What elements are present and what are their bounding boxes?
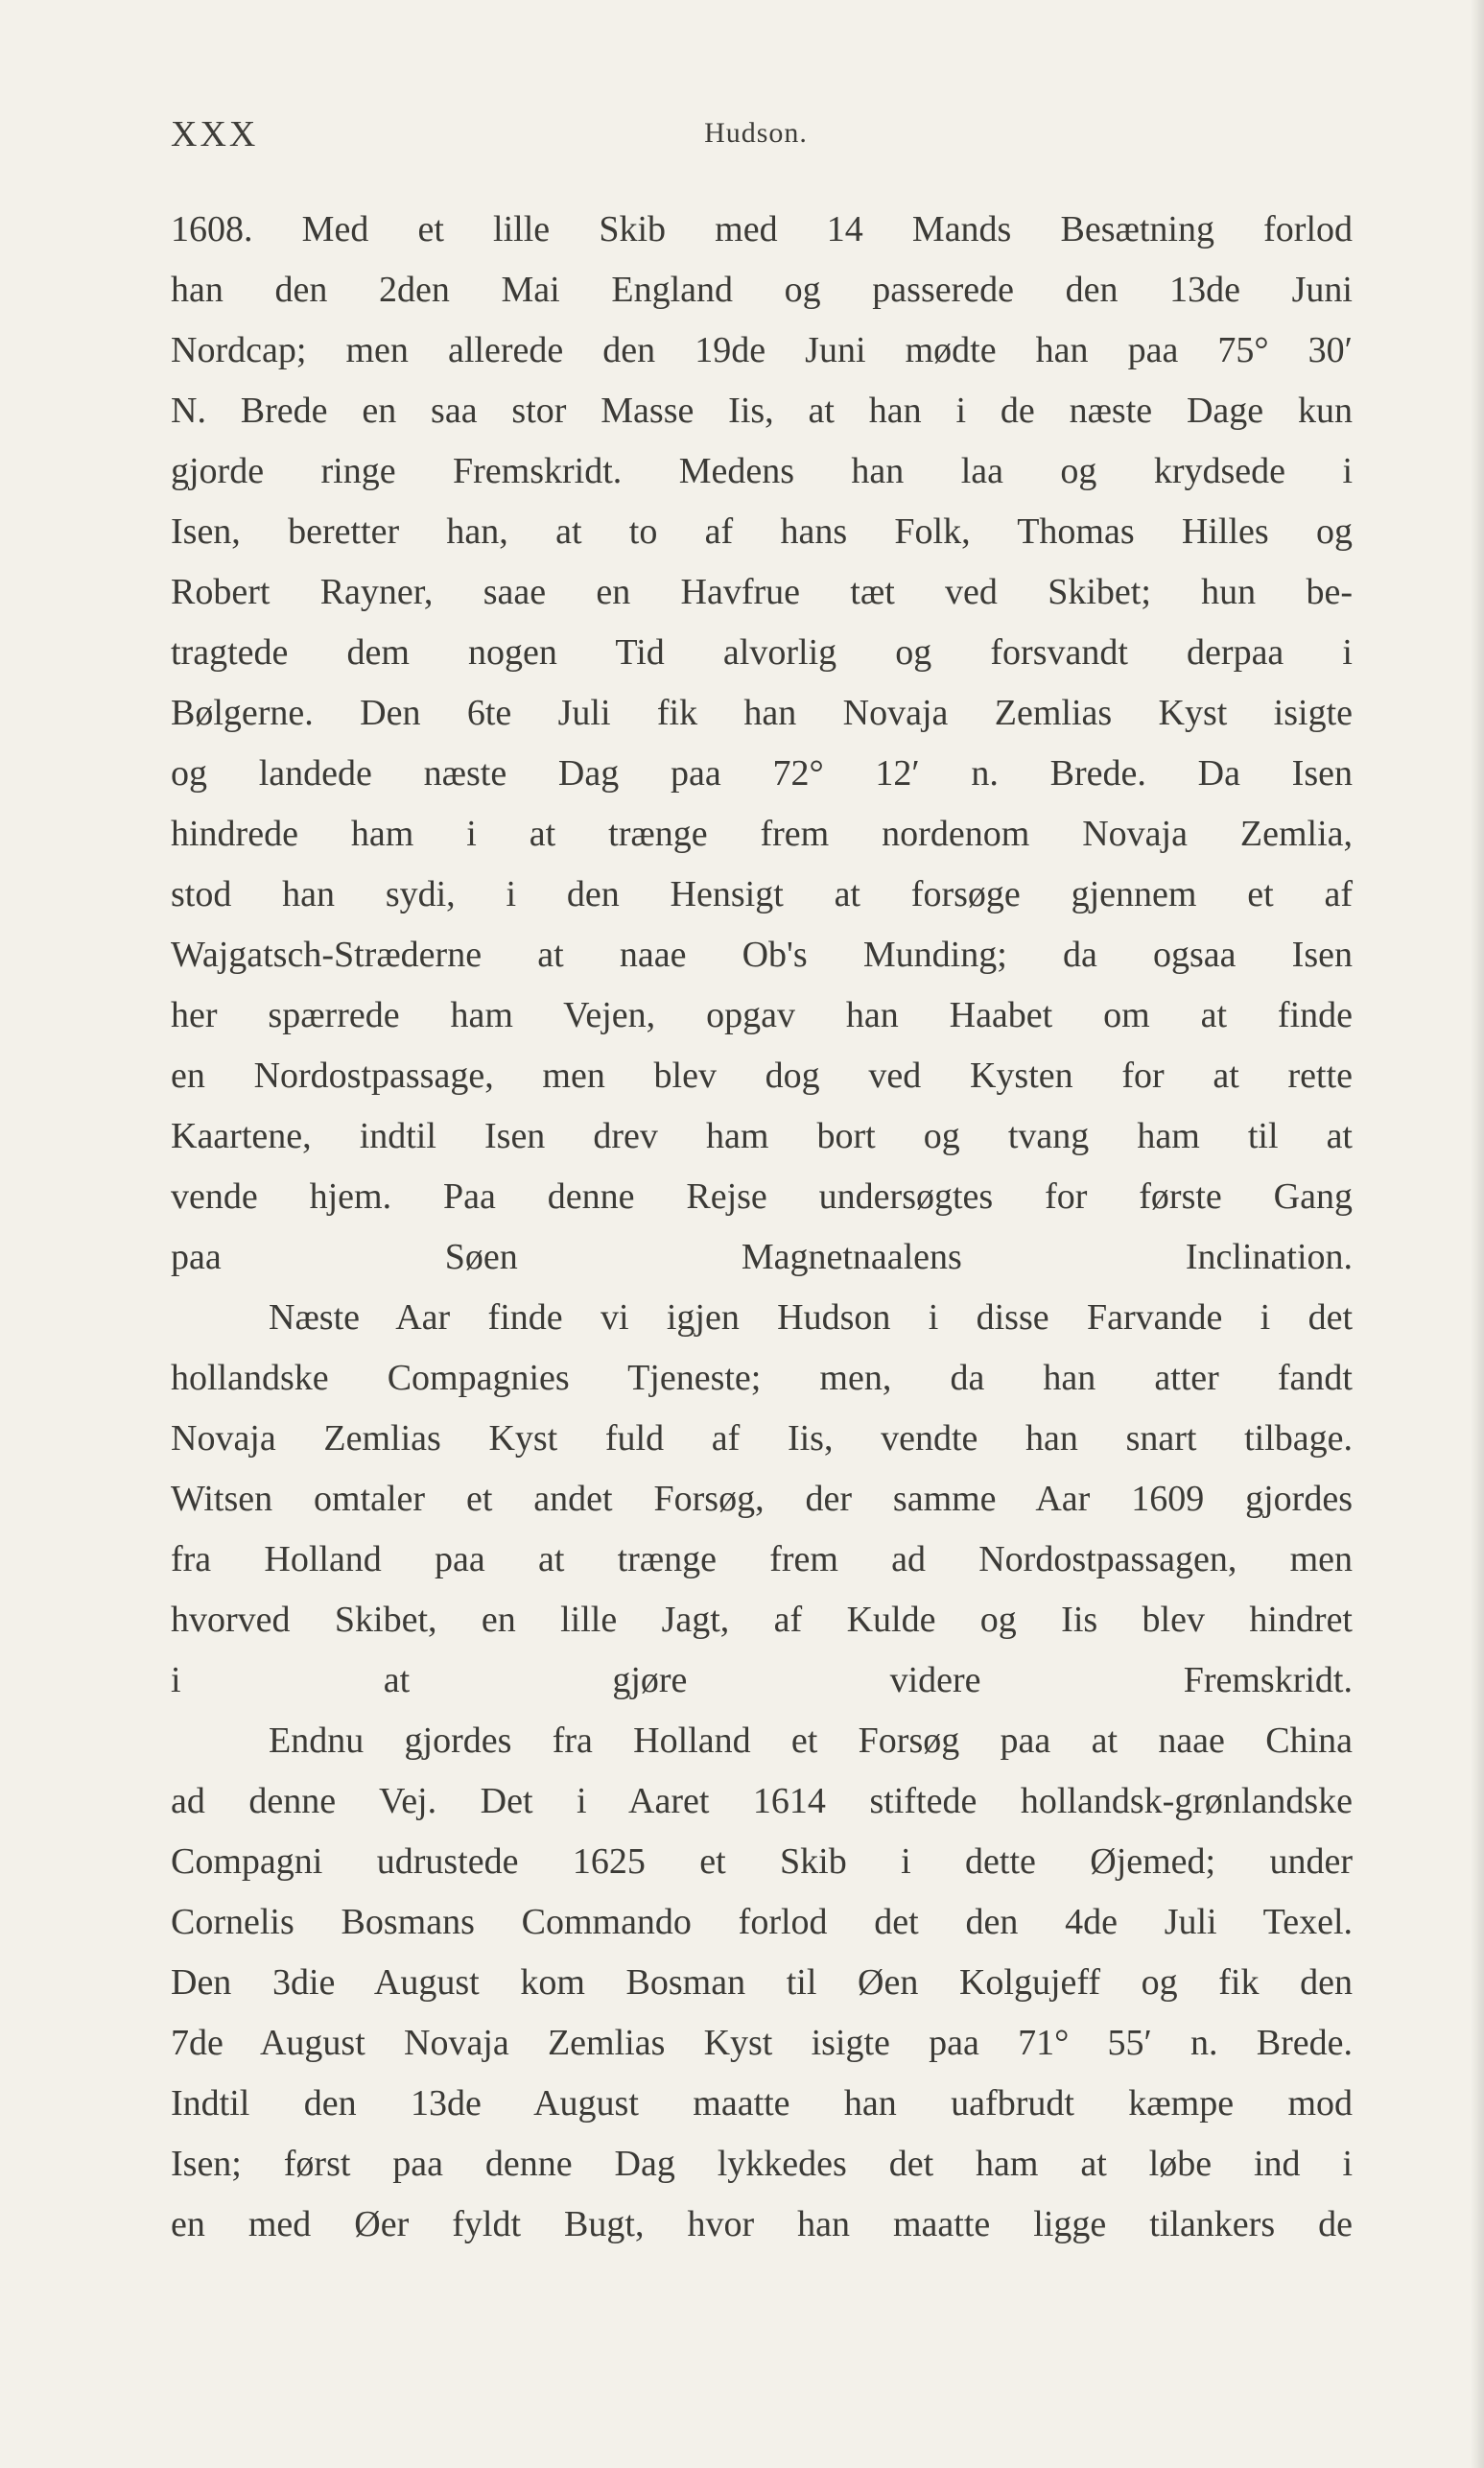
- body-text: [171, 200, 1353, 2255]
- text-line: paa Søen Magnetnaalens Inclination.: [171, 1237, 1353, 1277]
- text-line: gjorde ringe Fremskridt. Medens han laa og krydsede i: [171, 451, 1353, 491]
- text-line: Kaartene, indtil Isen drev ham bort og tvang ham til at: [171, 1116, 1353, 1156]
- text-line: en Nordostpassage, men blev dog ved Kysten for at rette: [171, 1056, 1353, 1096]
- page-edge-shadow: [1471, 0, 1484, 2468]
- paragraph-1: [171, 200, 1353, 1288]
- text-line: en med Øer fyldt Bugt, hvor han maatte ligge tilankers de: [171, 2204, 1353, 2244]
- text-line: Robert Rayner, saae en Havfrue tæt ved Skibet; hun be-: [171, 572, 1353, 612]
- text-line: han den 2den Mai England og passerede den 13de Juni: [171, 270, 1353, 310]
- running-head: Hudson.: [704, 117, 808, 149]
- text-line: hindrede ham i at trænge frem nordenom Novaja Zemlia,: [171, 814, 1353, 854]
- text-line: N. Brede en saa stor Masse Iis, at han i de næste Dage kun: [171, 391, 1353, 431]
- text-line: hvorved Skibet, en lille Jagt, af Kulde og Iis blev hindret: [171, 1600, 1353, 1640]
- text-line: her spærrede ham Vejen, opgav han Haabet om at finde: [171, 995, 1353, 1035]
- text-line: Bølgerne. Den 6te Juli fik han Novaja Zemlias Kyst isigte: [171, 693, 1353, 733]
- text-line: 7de August Novaja Zemlias Kyst isigte paa 71° 55′ n. Brede.: [171, 2023, 1353, 2063]
- text-line: Næste Aar finde vi igjen Hudson i disse Farvande i det: [269, 1297, 1353, 1338]
- text-line: stod han sydi, i den Hensigt at forsøge gjennem et af: [171, 874, 1353, 914]
- text-line: Den 3die August kom Bosman til Øen Kolgujeff og fik den: [171, 1962, 1353, 2003]
- paragraph-2: [171, 1288, 1353, 1711]
- text-line: ad denne Vej. Det i Aaret 1614 stiftede hollandsk-grønlandske: [171, 1781, 1353, 1821]
- paragraph-3: [171, 1711, 1353, 2255]
- page-header: [171, 113, 1341, 161]
- text-line: i at gjøre videre Fremskridt.: [171, 1660, 1353, 1700]
- text-line: Wajgatsch-Stræderne at naae Ob's Munding; da ogsaa Isen: [171, 935, 1353, 975]
- text-line: Cornelis Bosmans Commando forlod det den 4de Juli Texel.: [171, 1902, 1353, 1942]
- text-line: Novaja Zemlias Kyst fuld af Iis, vendte han snart tilbage.: [171, 1418, 1353, 1459]
- text-line: vende hjem. Paa denne Rejse undersøgtes for første Gang: [171, 1176, 1353, 1217]
- text-line: Endnu gjordes fra Holland et Forsøg paa at naae China: [269, 1720, 1353, 1761]
- text-line: Nordcap; men allerede den 19de Juni mødte han paa 75° 30′: [171, 330, 1353, 370]
- page-number: XXX: [171, 114, 259, 154]
- text-line: 1608. Med et lille Skib med 14 Mands Besætning forlod: [171, 209, 1353, 249]
- text-line: Isen; først paa denne Dag lykkedes det ham at løbe ind i: [171, 2144, 1353, 2184]
- text-line: Indtil den 13de August maatte han uafbrudt kæmpe mod: [171, 2083, 1353, 2124]
- text-line: Compagni udrustede 1625 et Skib i dette Øjemed; under: [171, 1841, 1353, 1882]
- text-line: fra Holland paa at trænge frem ad Nordostpassagen, men: [171, 1539, 1353, 1579]
- text-line: hollandske Compagnies Tjeneste; men, da han atter fandt: [171, 1358, 1353, 1398]
- text-line: Isen, beretter han, at to af hans Folk, Thomas Hilles og: [171, 511, 1353, 552]
- text-line: Witsen omtaler et andet Forsøg, der samme Aar 1609 gjordes: [171, 1479, 1353, 1519]
- text-line: og landede næste Dag paa 72° 12′ n. Brede. Da Isen: [171, 753, 1353, 794]
- text-line: tragtede dem nogen Tid alvorlig og forsvandt derpaa i: [171, 632, 1353, 673]
